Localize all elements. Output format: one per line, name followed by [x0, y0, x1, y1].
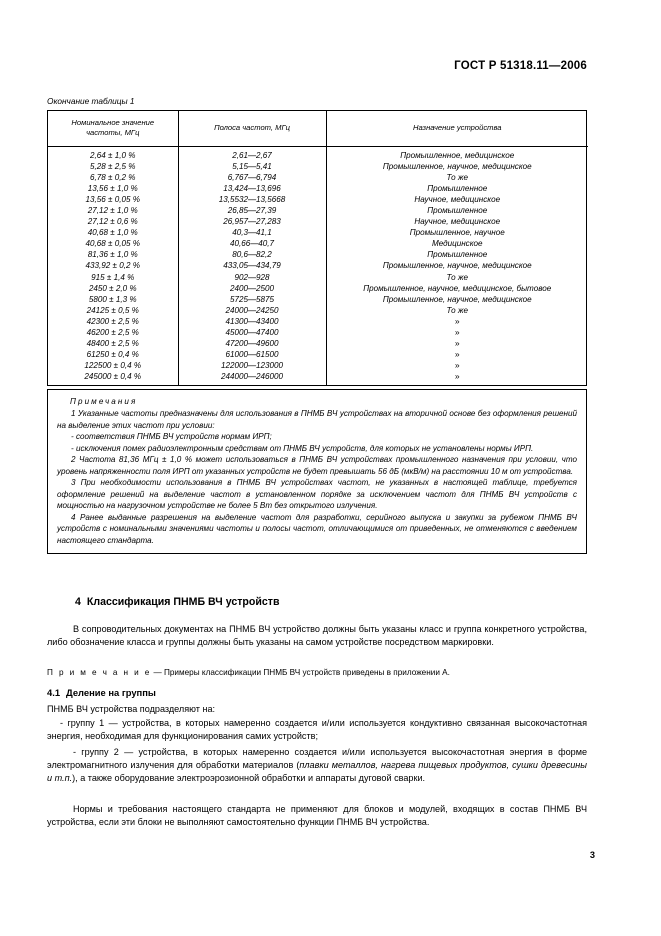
cell-device-purpose: Промышленное, научное — [409, 228, 505, 238]
table-row — [48, 249, 588, 260]
cell-frequency-band: 40,3—41,1 — [178, 227, 326, 238]
cell-frequency-band: 45000—47400 — [178, 327, 326, 338]
cell-nominal-frequency: 2450 ± 2,0 % — [48, 283, 178, 294]
cell-frequency-band: 2400—2500 — [178, 283, 326, 294]
cell-nominal-frequency: 2,64 ± 1,0 % — [48, 146, 178, 161]
column-header-line2: частоты, МГц — [86, 128, 140, 138]
cell-nominal-frequency: 42300 ± 2,5 % — [48, 316, 178, 327]
cell-frequency-band: 61000—61500 — [178, 349, 326, 360]
table-row — [48, 238, 588, 249]
table-row — [48, 371, 588, 385]
section-4-note-text: — Примеры классификации ПНМБ ВЧ устройств приведены в приложении А. — [151, 668, 450, 677]
cell-frequency-band: 47200—49600 — [178, 338, 326, 349]
column-header-line1: Номинальное значение — [71, 118, 155, 127]
table-row — [48, 260, 588, 271]
cell-frequency-band: 5725—5875 — [178, 294, 326, 305]
table-row — [48, 338, 588, 349]
cell-device-purpose: Промышленное, медицинское — [400, 150, 515, 160]
cell-device-purpose: Медицинское — [431, 239, 483, 249]
section-4-1-number: 4.1 — [47, 687, 61, 698]
cell-nominal-frequency: 24125 ± 0,5 % — [48, 305, 178, 316]
cell-nominal-frequency: 27,12 ± 1,0 % — [48, 205, 178, 216]
cell-frequency-band: 122000—123000 — [178, 360, 326, 371]
table-notes-box — [47, 389, 587, 554]
group-2-text-part1: - группу 2 — устройства, в которых намеренно создается и/или используется высокочастотная энергия в форме электромагнитного излучения для обработки материалов ( — [47, 747, 587, 771]
cell-device-purpose: » — [454, 338, 460, 349]
cell-nominal-frequency: 915 ± 1,4 % — [48, 272, 178, 283]
cell-device-purpose: » — [454, 349, 460, 360]
cell-nominal-frequency: 13,56 ± 1,0 % — [48, 183, 178, 194]
cell-nominal-frequency: 40,68 ± 0,05 % — [48, 238, 178, 249]
cell-frequency-band: 5,15—5,41 — [178, 161, 326, 172]
standard-header: ГОСТ Р 51318.11—2006 — [454, 60, 587, 72]
cell-frequency-band: 40,66—40,7 — [178, 238, 326, 249]
table-row — [48, 360, 588, 371]
table-row — [48, 172, 588, 183]
table-row — [48, 161, 588, 172]
cell-nominal-frequency: 5800 ± 1,3 % — [48, 294, 178, 305]
column-header-nominal-frequency — [48, 111, 178, 146]
cell-device-purpose: Промышленное, научное, медицинское, бытовое — [363, 283, 552, 293]
table-header-row — [48, 111, 588, 146]
cell-nominal-frequency: 6,78 ± 0,2 % — [48, 172, 178, 183]
cell-frequency-band: 13,424—13,696 — [178, 183, 326, 194]
cell-frequency-band: 433,05—434,79 — [178, 260, 326, 271]
table-row — [48, 183, 588, 194]
cell-nominal-frequency: 27,12 ± 0,6 % — [48, 216, 178, 227]
table-row — [48, 146, 588, 161]
cell-device-purpose: Промышленное — [427, 250, 488, 260]
group-2-examples: плавки металлов, нагрева пищевых продуктов, сушки древесины и т.п. — [47, 760, 587, 784]
cell-nominal-frequency: 61250 ± 0,4 % — [48, 349, 178, 360]
cell-nominal-frequency: 122500 ± 0,4 % — [48, 360, 178, 371]
notes-title: Примечания — [70, 397, 138, 406]
cell-frequency-band: 26,957—27,283 — [178, 216, 326, 227]
table-row — [48, 294, 588, 305]
table-row — [48, 272, 588, 283]
section-4-heading — [75, 596, 279, 608]
table-caption: Окончание таблицы 1 — [47, 96, 135, 106]
cell-nominal-frequency: 48400 ± 2,5 % — [48, 338, 178, 349]
cell-device-purpose: Промышленное, научное, медицинское — [382, 161, 532, 171]
section-4-number: 4 — [75, 596, 81, 608]
cell-device-purpose: Промышленное — [427, 205, 488, 215]
column-header-frequency-band: Полоса частот, МГц — [178, 111, 326, 146]
group-2-text-part2: ), а также оборудование электроэрозионной обработки и аппараты дуговой сварки. — [72, 773, 426, 784]
cell-nominal-frequency: 433,92 ± 0,2 % — [48, 260, 178, 271]
cell-nominal-frequency: 46200 ± 2,5 % — [48, 327, 178, 338]
table-body — [48, 146, 588, 385]
section-4-note-label: П р и м е ч а н и е — [47, 668, 152, 677]
table-row — [48, 227, 588, 238]
section-4-title: Классификация ПНМБ ВЧ устройств — [86, 596, 280, 608]
section-4-note — [47, 667, 587, 678]
cell-frequency-band: 24000—24250 — [178, 305, 326, 316]
scope-exclusion-paragraph: Нормы и требования настоящего стандарта не применяют для блоков и модулей, входящих в состав ПНМБ ВЧ устройства, если эти блоки не выполняют самостоятельно функции ПНМБ ВЧ устройства. — [47, 804, 587, 828]
note-item-1: 1 Указанные частоты предназначены для использования в ПНМБ ВЧ устройствах на вторичной основе без оформления решений на выделение этих частот при условии: — [57, 409, 577, 430]
table-row — [48, 305, 588, 316]
cell-nominal-frequency: 13,56 ± 0,05 % — [48, 194, 178, 205]
cell-device-purpose: Научное, медицинское — [414, 217, 501, 227]
cell-device-purpose: Промышленное — [427, 183, 488, 193]
page-number: 3 — [589, 850, 595, 860]
group-1-paragraph: - группу 1 — устройства, в которых намеренно создается и/или используется кондуктивно связанная высокочастотная энергия, необходимая для функционирования самих устройств; — [47, 718, 587, 742]
table-row — [48, 194, 588, 205]
table-row — [48, 316, 588, 327]
note-item-2: - соответствия ПНМБ ВЧ устройств нормам ИРП; — [71, 432, 272, 442]
cell-device-purpose: Промышленное, научное, медицинское — [382, 294, 532, 304]
group-2-paragraph — [47, 746, 587, 786]
table-row — [48, 283, 588, 294]
cell-frequency-band: 41300—43400 — [178, 316, 326, 327]
cell-frequency-band: 244000—246000 — [178, 371, 326, 385]
cell-device-purpose: Научное, медицинское — [414, 194, 501, 204]
table-row — [48, 205, 588, 216]
cell-device-purpose: » — [454, 327, 460, 337]
cell-frequency-band: 2,61—2,67 — [178, 146, 326, 161]
frequency-table — [47, 110, 587, 386]
cell-device-purpose: То же — [446, 172, 468, 182]
note-item-6: 4 Ранее выданные разрешения на выделение частот для разработки, серийного выпуска и закупки за рубежом ПНМБ ВЧ устройств с номинальными значениями частоты и полосы частот, отличающимися от приведенных, не отменяются с введением настоящего стандарта. — [57, 512, 577, 545]
cell-device-purpose: » — [454, 315, 460, 326]
column-header-device-purpose: Назначение устройства — [326, 111, 588, 146]
cell-frequency-band: 6,767—6,794 — [178, 172, 326, 183]
cell-device-purpose: » — [454, 360, 460, 371]
cell-frequency-band: 26,85—27,39 — [178, 205, 326, 216]
table-row — [48, 349, 588, 360]
cell-frequency-band: 902—928 — [178, 272, 326, 283]
cell-nominal-frequency: 5,28 ± 2,5 % — [48, 161, 178, 172]
cell-device-purpose: Промышленное, научное, медицинское — [382, 261, 532, 271]
cell-frequency-band: 13,5532—13,5668 — [178, 194, 326, 205]
cell-nominal-frequency: 81,36 ± 1,0 % — [48, 249, 178, 260]
cell-device-purpose: То же — [446, 272, 468, 282]
table-row — [48, 216, 588, 227]
cell-nominal-frequency: 245000 ± 0,4 % — [48, 371, 178, 385]
table-row — [48, 327, 588, 338]
groups-lead-in: ПНМБ ВЧ устройства подразделяют на: — [47, 704, 216, 714]
section-4-intro-paragraph: В сопроводительных документах на ПНМБ ВЧ устройство должны быть указаны класс и группа конкретного устройства, либо обозначение класса и группы должны быть указаны на самом устройстве посредством маркировки. — [47, 624, 587, 648]
note-item-5: 3 При необходимости использования в ПНМБ ВЧ устройствах частот, не указанных в настоящей таблице, требуется оформление решений на выделение частот в установленном порядке за исключением частот для ПНМБ ВЧ устройств с мощностью на нагрузочном устройстве не более 5 Вт без открытого излучения. — [57, 478, 577, 511]
cell-device-purpose: » — [454, 371, 460, 382]
cell-frequency-band: 80,6—82,2 — [178, 249, 326, 260]
cell-device-purpose: То же — [446, 305, 468, 315]
note-item-4: 2 Частота 81,36 МГц ± 1,0 % может использоваться в ПНМБ ВЧ устройствах промышленного назначения при условии, что уровень напряженности поля ИРП от указанных устройств не будет превышать 56 дБ (мкВ/м) на расстоянии 10 м от устройства. — [57, 455, 577, 476]
section-4-1-title: Деление на группы — [66, 687, 156, 698]
cell-nominal-frequency: 40,68 ± 1,0 % — [48, 227, 178, 238]
note-item-3: - исключения помех радиоэлектронным средствам от ПНМБ ВЧ устройств, для которых не установлены нормы ИРП. — [71, 443, 534, 453]
section-4-1-heading — [47, 687, 156, 698]
